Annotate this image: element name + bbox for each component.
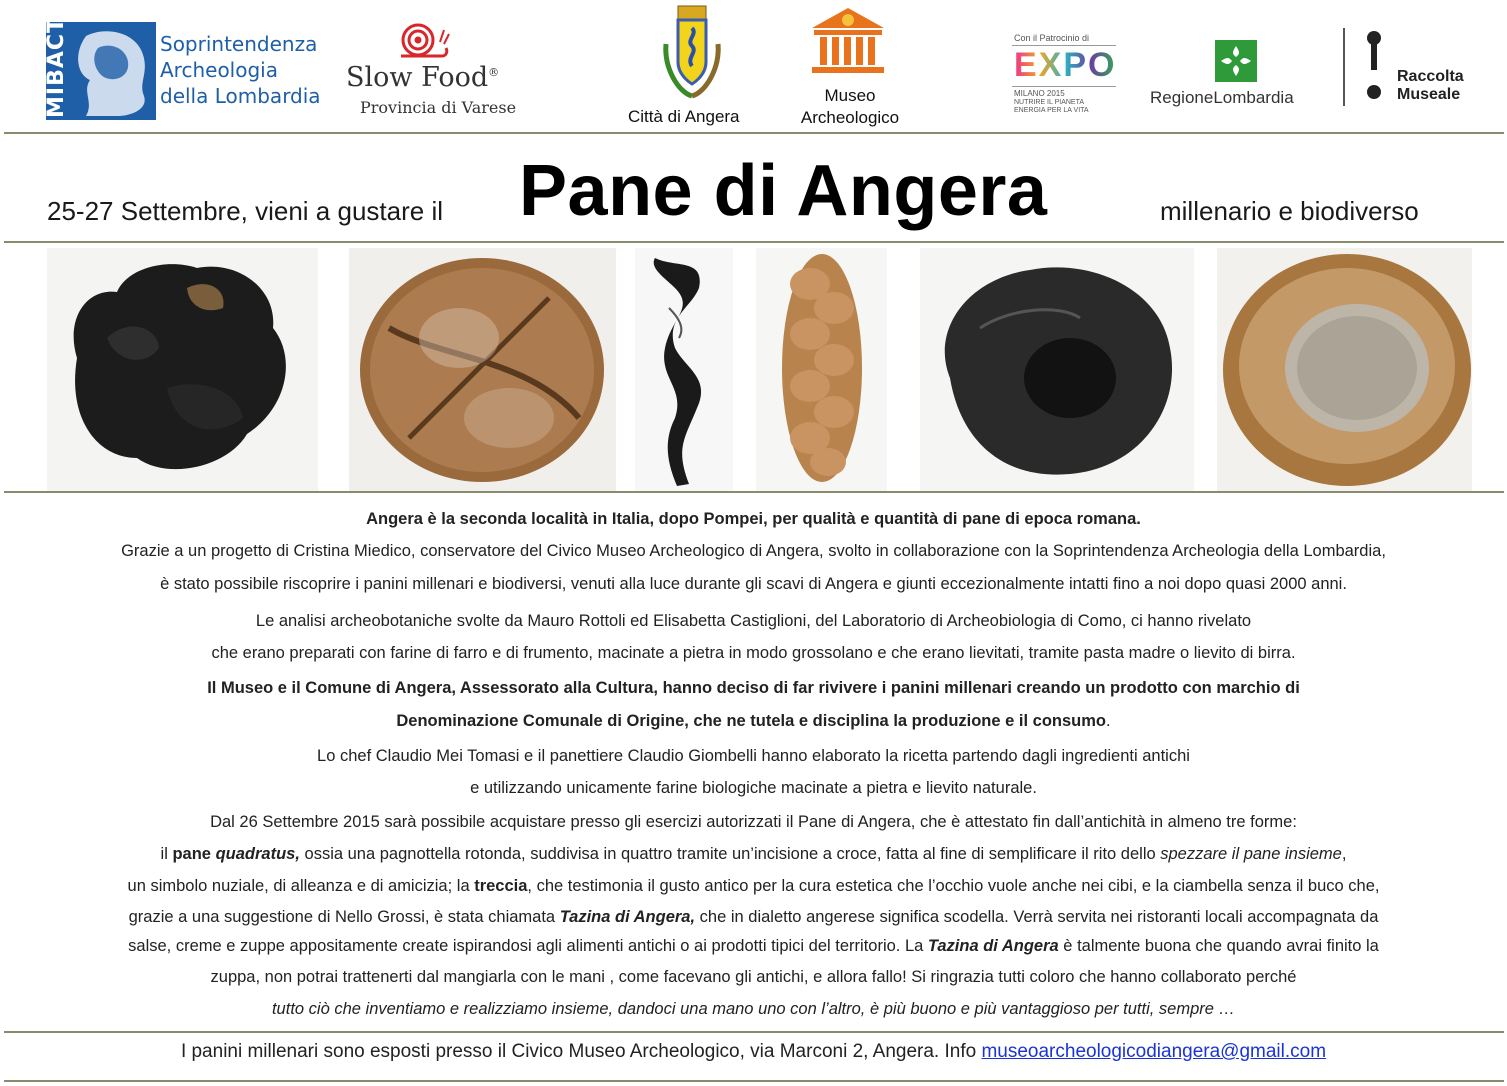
body-line-4b xyxy=(0,705,1507,738)
p6e-part-2: è talmente buona che quando avrai finito la xyxy=(1058,937,1379,955)
photo-charred-braid xyxy=(635,248,733,491)
intro-headline: Angera è la seconda località in Italia, dopo Pompei, per qualità e quantità di pane di epoca romana. xyxy=(366,510,1141,528)
slowfood-title-text: Slow Food xyxy=(346,62,489,93)
p6b-part-2: ossia una pagnottella rotonda, suddivisa in quattro tramite un’incisione a croce, fatta al fine di semplificare il rito dello xyxy=(299,845,1161,863)
regione-lombardia-cross-icon xyxy=(1215,40,1257,87)
footer-email-link[interactable]: museoarcheologicodiangera@gmail.com xyxy=(981,1041,1327,1062)
mibac-vertical-label: MIBACT xyxy=(44,16,69,118)
regione-divider xyxy=(1343,28,1345,106)
soprintendenza-line-2: Archeologia xyxy=(160,58,278,82)
body-line-3a: Le analisi archeobotaniche svolte da Mauro Rottoli ed Elisabetta Castiglioni, del Laboratorio di Archeobiologia di Como, ci hanno rivelato xyxy=(255,612,1252,630)
p6e-part-1: salse, creme e zuppe appositamente create ispirandosi agli alimenti antichi o ai prodotti tipici del territorio. La xyxy=(128,937,928,955)
p6e-tazina: Tazina di Angera xyxy=(927,937,1059,955)
slowfood-registered-mark: ® xyxy=(488,66,500,79)
p6d-part-2: che in dialetto angerese significa scodella. Verrà servita nei ristoranti locali accompagnata da xyxy=(695,908,1379,926)
raccolta-museale-label xyxy=(1397,68,1464,104)
expo-logo-text: EXPO xyxy=(1014,46,1117,84)
expo-city-label: MILANO 2015 xyxy=(1014,89,1065,98)
slowfood-snail-icon xyxy=(396,22,450,67)
expo-tagline-1: NUTRIRE IL PIANETA xyxy=(1014,99,1085,106)
photo-braided-loaf xyxy=(756,248,887,491)
footer-rule-bottom xyxy=(4,1080,1504,1082)
raccolta-museale-mark-icon xyxy=(1366,30,1382,107)
raccolta-line-2: Museale xyxy=(1397,86,1461,103)
p6b-quadratus: quadratus, xyxy=(215,845,300,863)
photo-charred-round-bread xyxy=(47,248,318,491)
body-line-4b-end: . xyxy=(1106,712,1111,730)
p6b-pane: pane xyxy=(172,845,216,863)
soprintendenza-label xyxy=(160,31,321,109)
body-line-6e xyxy=(0,930,1507,963)
p6b-part-1: il xyxy=(160,845,173,863)
slowfood-subtitle: Provincia di Varese xyxy=(360,98,517,117)
museo-line-1: Museo xyxy=(824,86,876,105)
p6b-spezzare: spezzare il pane insieme xyxy=(1160,845,1342,863)
photo-charred-tazina xyxy=(920,248,1194,491)
expo-patrocinio-label: Con il Patrocinio di xyxy=(1014,33,1090,43)
body-line-6a: Dal 26 Settembre 2015 sarà possibile acquistare presso gli esercizi autorizzati il Pane di Angera, che è attestato fin dall’antichità in almeno tre forme: xyxy=(210,813,1297,831)
footer-info xyxy=(0,1041,1507,1063)
expo-logo-word xyxy=(1014,46,1116,85)
body-line-6g: tutto ciò che inventiamo e realizziamo insieme, dandoci una mano uno con l’altro, è più buono e più vantaggioso per tutti, sempre … xyxy=(271,1000,1236,1018)
soprintendenza-line-3: della Lombardia xyxy=(160,84,321,108)
body-line-4a: Il Museo e il Comune di Angera, Assessorato alla Cultura, hanno deciso di far rivivere i panini millenari creando un prodotto con marchio di xyxy=(207,679,1300,697)
title-tagline: millenario e biodiverso xyxy=(1160,196,1419,226)
p6c-part-2: , che testimonia il gusto antico per la cura estetica che l’occhio vuole anche nei cibi, e la ciambella senza il buco che, xyxy=(527,877,1380,895)
body-line-2a: Grazie a un progetto di Cristina Miedico, conservatore del Civico Museo Archeologico di Angera, svolto in collaborazione con la Soprintendenza Archeologia della Lombardia, xyxy=(121,542,1386,560)
p6d-part-1: grazie a una suggestione di Nello Grossi, è stata chiamata xyxy=(128,908,560,926)
header-rule xyxy=(4,132,1504,134)
photo-tazina-bread xyxy=(1217,248,1472,491)
body-line-5a: Lo chef Claudio Mei Tomasi e il panettiere Claudio Giombelli hanno elaborato la ricetta partendo dagli ingredienti antichi xyxy=(317,747,1190,765)
body-line-6c xyxy=(0,870,1507,903)
title-rule xyxy=(4,241,1504,243)
soprintendenza-line-1: Soprintendenza xyxy=(160,32,318,56)
body-line-6f: zuppa, non potrai trattenerti dal mangiarla con le mani , come facevano gli antichi, e allora fallo! Si ringrazia tutti coloro che hanno collaborato perché xyxy=(210,968,1297,986)
expo-tagline-2: ENERGIA PER LA VITA xyxy=(1014,107,1089,114)
footer-text: I panini millenari sono esposti presso il Civico Museo Archeologico, via Marconi 2, Angera. Info xyxy=(180,1041,982,1062)
museo-temple-icon xyxy=(808,6,888,83)
citta-di-angera-label: Città di Angera xyxy=(628,107,740,126)
photo-quadratus-bread xyxy=(349,248,616,491)
regione-lombardia-label: RegioneLombardia xyxy=(1150,88,1294,107)
footer-rule-top xyxy=(4,1031,1504,1033)
p6c-part-1: un simbolo nuziale, di alleanza e di amicizia; la xyxy=(127,877,475,895)
body-line-5b: e utilizzando unicamente farine biologiche macinate a pietra e lievito naturale. xyxy=(470,779,1037,797)
angera-coat-of-arms-icon xyxy=(660,4,724,109)
raccolta-line-1: Raccolta xyxy=(1397,68,1464,85)
p6c-treccia: treccia xyxy=(474,877,528,895)
page-title: Pane di Angera xyxy=(519,151,1048,231)
photos-rule xyxy=(4,491,1504,493)
body-line-6b xyxy=(0,838,1507,871)
slowfood-title xyxy=(346,62,499,93)
expo-divider-2 xyxy=(1012,86,1116,87)
title-date-text: 25-27 Settembre, vieni a gustare il xyxy=(47,196,443,226)
body-line-3b: che erano preparati con farine di farro e di frumento, macinate a pietra in modo grossolano e che erano lievitati, tramite pasta madre o lievito di birra. xyxy=(211,644,1296,662)
body-line-4b-bold: Denominazione Comunale di Origine, che ne tutela e disciplina la produzione e il consumo xyxy=(396,712,1107,730)
body-line-2b: è stato possibile riscoprire i panini millenari e biodiversi, venuti alla luce durante gli scavi di Angera e giunti eccezionalmente intatti fino a noi dopo quasi 2000 anni. xyxy=(160,575,1347,593)
museo-archeologico-label xyxy=(795,85,905,129)
p6d-tazina: Tazina di Angera, xyxy=(559,908,696,926)
p6b-part-3: , xyxy=(1341,845,1347,863)
museo-line-2: Archeologico xyxy=(800,108,900,127)
